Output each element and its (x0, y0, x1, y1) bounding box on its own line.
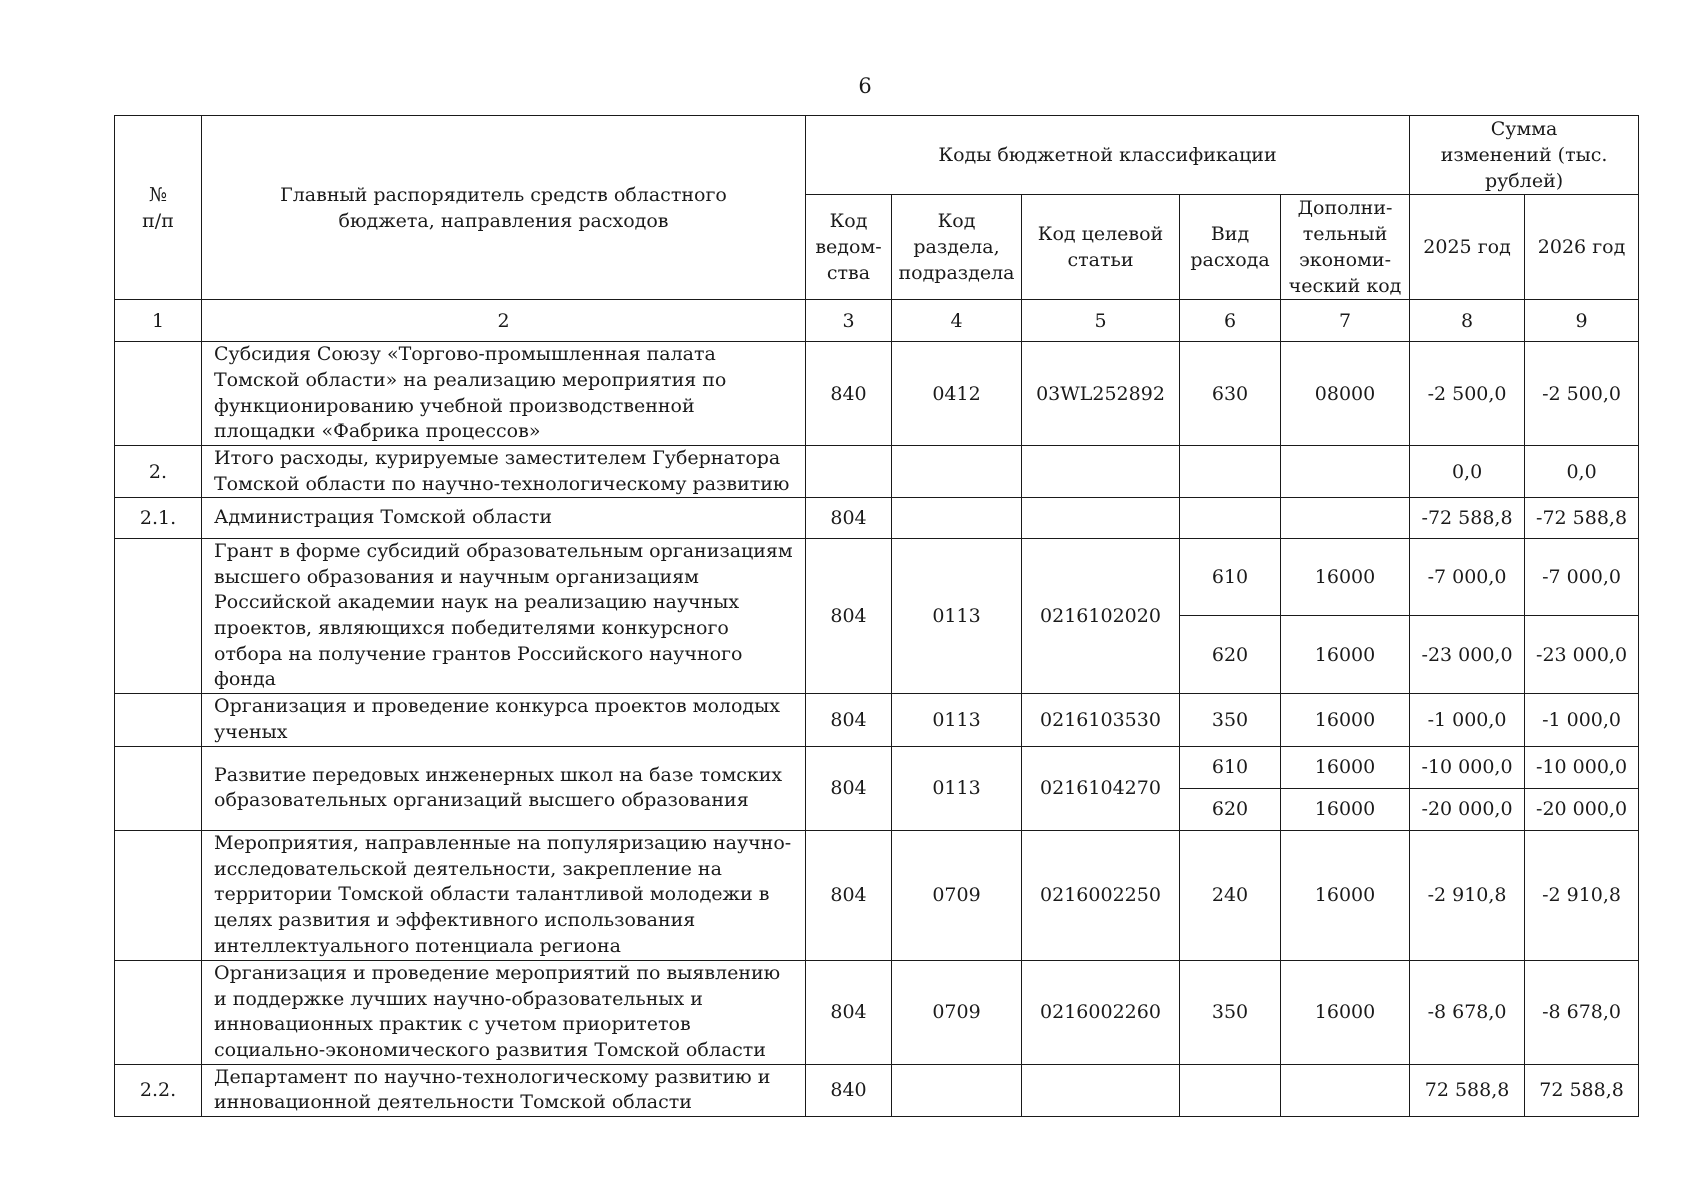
row-extra: 16000 (1281, 830, 1410, 960)
row-2025: -20 000,0 (1410, 788, 1525, 830)
row-target: 03WL252892 (1022, 342, 1180, 446)
colnum-9: 9 (1525, 300, 1639, 342)
colnum-7: 7 (1281, 300, 1410, 342)
table-row (115, 960, 1639, 1064)
row-section: 0113 (892, 539, 1022, 694)
row-target: 0216102020 (1022, 539, 1180, 694)
row-target (1022, 446, 1180, 498)
row-kind: 350 (1180, 693, 1281, 746)
row-name: Департамент по научно-технологическому развитию и инновационной деятельности Томской области (202, 1064, 806, 1116)
colnum-6: 6 (1180, 300, 1281, 342)
row-target (1022, 1064, 1180, 1116)
colnum-1: 1 (115, 300, 202, 342)
row-extra: 16000 (1281, 539, 1410, 616)
row-2026: -2 500,0 (1525, 342, 1639, 446)
row-num: 2. (115, 446, 202, 498)
row-name: Администрация Томской области (202, 498, 806, 539)
header-2025: 2025 год (1410, 195, 1525, 300)
row-dept: 840 (806, 342, 892, 446)
row-2025: 72 588,8 (1410, 1064, 1525, 1116)
colnum-3: 3 (806, 300, 892, 342)
row-2026: -10 000,0 (1525, 746, 1639, 788)
table-row (115, 746, 1639, 788)
row-section: 0709 (892, 960, 1022, 1064)
header-target: Код целевой статьи (1022, 195, 1180, 300)
row-name: Субсидия Союзу «Торгово-промышленная палата Томской области» на реализацию мероприятия по функционированию учебной производственной площадки «Фабрика процессов» (202, 342, 806, 446)
row-name: Развитие передовых инженерных школ на базе томских образовательных организаций высшего образования (202, 746, 806, 830)
table-row (115, 498, 1639, 539)
row-section: 0113 (892, 746, 1022, 830)
page-number: 6 (858, 74, 872, 98)
row-kind: 620 (1180, 788, 1281, 830)
row-num: 2.2. (115, 1064, 202, 1116)
row-dept: 804 (806, 539, 892, 694)
row-2026: -7 000,0 (1525, 539, 1639, 616)
header-2026: 2026 год (1525, 195, 1639, 300)
row-kind: 610 (1180, 539, 1281, 616)
row-dept: 804 (806, 960, 892, 1064)
table-row (115, 1064, 1639, 1116)
row-2025: -72 588,8 (1410, 498, 1525, 539)
row-2026: -8 678,0 (1525, 960, 1639, 1064)
row-num (115, 539, 202, 694)
header-sum-group: Сумма изменений (тыс. рублей) (1410, 116, 1639, 195)
row-target: 0216103530 (1022, 693, 1180, 746)
row-extra: 16000 (1281, 616, 1410, 693)
row-section (892, 1064, 1022, 1116)
row-dept: 804 (806, 498, 892, 539)
row-2025: -7 000,0 (1410, 539, 1525, 616)
row-extra: 08000 (1281, 342, 1410, 446)
colnum-4: 4 (892, 300, 1022, 342)
row-name: Организация и проведение конкурса проектов молодых ученых (202, 693, 806, 746)
budget-table (114, 115, 1639, 1117)
row-kind (1180, 1064, 1281, 1116)
row-kind: 240 (1180, 830, 1281, 960)
row-dept: 840 (806, 1064, 892, 1116)
row-2025: -2 910,8 (1410, 830, 1525, 960)
row-extra (1281, 1064, 1410, 1116)
row-2026: 72 588,8 (1525, 1064, 1639, 1116)
row-2025: -2 500,0 (1410, 342, 1525, 446)
row-extra (1281, 498, 1410, 539)
row-2026: 0,0 (1525, 446, 1639, 498)
header-kind: Вид расхода (1180, 195, 1281, 300)
header-name: Главный распорядитель средств областного бюджета, направления расходов (202, 116, 806, 300)
table-row (115, 342, 1639, 446)
table-row (115, 446, 1639, 498)
row-target: 0216002250 (1022, 830, 1180, 960)
row-2025: -23 000,0 (1410, 616, 1525, 693)
row-name: Грант в форме субсидий образовательным организациям высшего образования и научным организациям Российской академии наук на реализацию научных проектов, являющихся победителями конкурсного отбора на получение грантов Российского научного фонда (202, 539, 806, 694)
row-name: Организация и проведение мероприятий по выявлению и поддержке лучших научно-образовательных и инновационных практик с учетом приоритетов социально-экономического развития Томской области (202, 960, 806, 1064)
row-kind (1180, 498, 1281, 539)
row-2025: -10 000,0 (1410, 746, 1525, 788)
row-section: 0709 (892, 830, 1022, 960)
header-extra: Дополни-тельный экономи-ческий код (1281, 195, 1410, 300)
row-dept: 804 (806, 830, 892, 960)
header-dept: Код ведом-ства (806, 195, 892, 300)
row-2026: -72 588,8 (1525, 498, 1639, 539)
row-section: 0113 (892, 693, 1022, 746)
row-extra: 16000 (1281, 788, 1410, 830)
table-row (115, 539, 1639, 616)
row-2026: -20 000,0 (1525, 788, 1639, 830)
header-section: Код раздела, подраздела (892, 195, 1022, 300)
column-number-row (115, 300, 1639, 342)
row-dept (806, 446, 892, 498)
row-2025: -1 000,0 (1410, 693, 1525, 746)
row-kind (1180, 446, 1281, 498)
header-num: № п/п (115, 116, 202, 300)
row-2026: -23 000,0 (1525, 616, 1639, 693)
colnum-8: 8 (1410, 300, 1525, 342)
colnum-2: 2 (202, 300, 806, 342)
colnum-5: 5 (1022, 300, 1180, 342)
table-row (115, 693, 1639, 746)
row-name: Мероприятия, направленные на популяризацию научно-исследовательской деятельности, закрепление на территории Томской области талантливой молодежи в целях развития и эффективного использования интеллектуального потенциала региона (202, 830, 806, 960)
row-target: 0216104270 (1022, 746, 1180, 830)
header-codes-group: Коды бюджетной классификации (806, 116, 1410, 195)
row-num (115, 746, 202, 830)
row-2026: -2 910,8 (1525, 830, 1639, 960)
row-kind: 630 (1180, 342, 1281, 446)
row-extra: 16000 (1281, 746, 1410, 788)
row-target (1022, 498, 1180, 539)
row-num (115, 960, 202, 1064)
row-num (115, 693, 202, 746)
row-2025: 0,0 (1410, 446, 1525, 498)
row-2026: -1 000,0 (1525, 693, 1639, 746)
row-section (892, 498, 1022, 539)
row-num: 2.1. (115, 498, 202, 539)
row-section (892, 446, 1022, 498)
row-name: Итого расходы, курируемые заместителем Губернатора Томской области по научно-технологическому развитию (202, 446, 806, 498)
row-2025: -8 678,0 (1410, 960, 1525, 1064)
row-kind: 620 (1180, 616, 1281, 693)
row-target: 0216002260 (1022, 960, 1180, 1064)
row-dept: 804 (806, 746, 892, 830)
row-kind: 350 (1180, 960, 1281, 1064)
row-kind: 610 (1180, 746, 1281, 788)
row-num (115, 342, 202, 446)
row-extra (1281, 446, 1410, 498)
row-section: 0412 (892, 342, 1022, 446)
header-row-1 (115, 116, 1639, 195)
row-extra: 16000 (1281, 960, 1410, 1064)
row-num (115, 830, 202, 960)
row-extra: 16000 (1281, 693, 1410, 746)
table-row (115, 830, 1639, 960)
row-dept: 804 (806, 693, 892, 746)
